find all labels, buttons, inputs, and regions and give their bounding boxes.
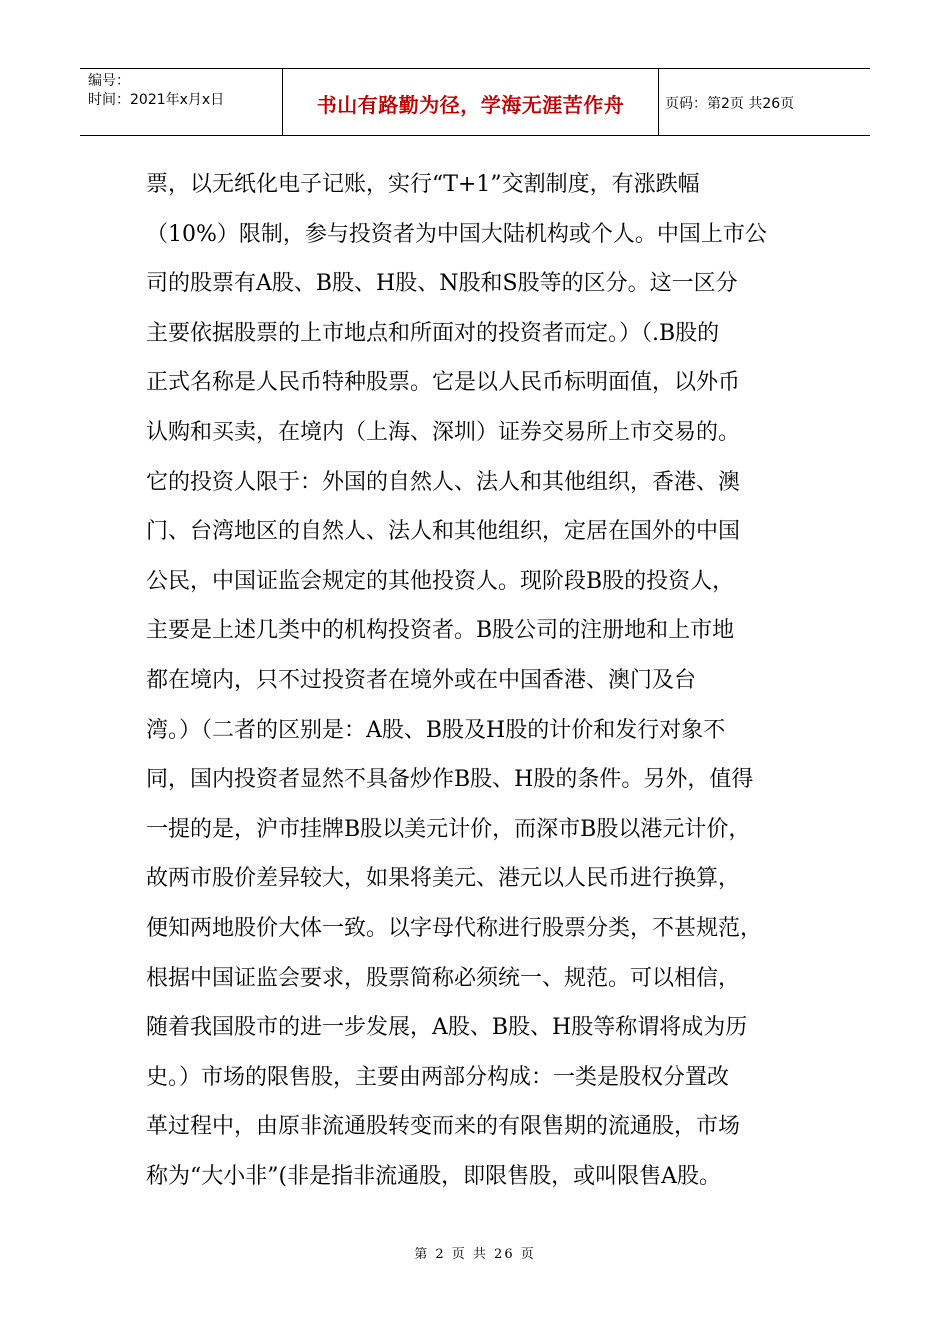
page-header xyxy=(80,68,870,136)
body-line: 随着我国股市的进一步发展，A股、B股、H股等称谓将成为历 xyxy=(146,1015,748,1041)
body-line: 门、台湾地区的自然人、法人和其他组织，定居在国外的中国 xyxy=(146,519,741,545)
body-line: 主要是上述几类中的机构投资者。B股公司的注册地和上市地 xyxy=(146,618,735,644)
document-body xyxy=(146,160,806,1201)
body-line: 正式名称是人民币特种股票。它是以人民币标明面值，以外币 xyxy=(146,370,741,396)
body-line: 湾。）（二者的区别是：A股、B股及H股的计价和发行对象不 xyxy=(146,717,726,743)
body-line: 认购和买卖，在境内（上海、深圳）证券交易所上市交易的。 xyxy=(146,419,741,445)
header-motto-cell xyxy=(283,69,659,135)
header-motto: 书山有路勤为径，学海无涯苦作舟 xyxy=(316,92,625,117)
body-line: 根据中国证监会要求，股票简称必须统一、规范。可以相信， xyxy=(146,965,741,991)
document-number-label: 编号： xyxy=(88,73,130,89)
body-line: 它的投资人限于：外国的自然人、法人和其他组织，香港、澳 xyxy=(146,469,741,495)
body-line: 一提的是，沪市挂牌B股以美元计价，而深市B股以港元计价， xyxy=(146,816,751,842)
body-line: 同，国内投资者显然不具备炒作B股、H股的条件。另外，值得 xyxy=(146,767,754,793)
body-line: 都在境内，只不过投资者在境外或在中国香港、澳门及台 xyxy=(146,667,697,693)
header-meta xyxy=(80,69,283,135)
document-date: 时间：2021年x月x日 xyxy=(88,92,225,108)
body-line: 司的股票有A股、B股、H股、N股和S股等的区分。这一区分 xyxy=(146,271,738,297)
body-line: 主要依据股票的上市地点和所面对的投资者而定。）（.B股的 xyxy=(146,320,720,346)
body-line: （10%）限制，参与投资者为中国大陆机构或个人。中国上市公 xyxy=(146,221,767,247)
body-line: 公民，中国证监会规定的其他投资人。现阶段B股的投资人， xyxy=(146,568,735,594)
body-line: 故两市股价差异较大，如果将美元、港元以人民币进行换算， xyxy=(146,866,741,892)
body-line: 史。）市场的限售股，主要由两部分构成：一类是股权分置改 xyxy=(146,1064,730,1090)
body-line: 便知两地股价大体一致。以字母代称进行股票分类，不甚规范， xyxy=(146,915,763,941)
page-footer: 第 2 页 共 26 页 xyxy=(414,1247,536,1262)
header-page-info-cell xyxy=(659,69,870,135)
body-line: 称为“大小非”(非是指非流通股，即限售股，或叫限售A股。 xyxy=(146,1163,721,1189)
body-line: 票，以无纸化电子记账，实行“T+1”交割制度，有涨跌幅 xyxy=(146,172,700,197)
header-page-info: 页码：第2页 共26页 xyxy=(665,96,795,112)
body-line: 革过程中，由原非流通股转变而来的有限售期的流通股，市场 xyxy=(146,1114,741,1140)
